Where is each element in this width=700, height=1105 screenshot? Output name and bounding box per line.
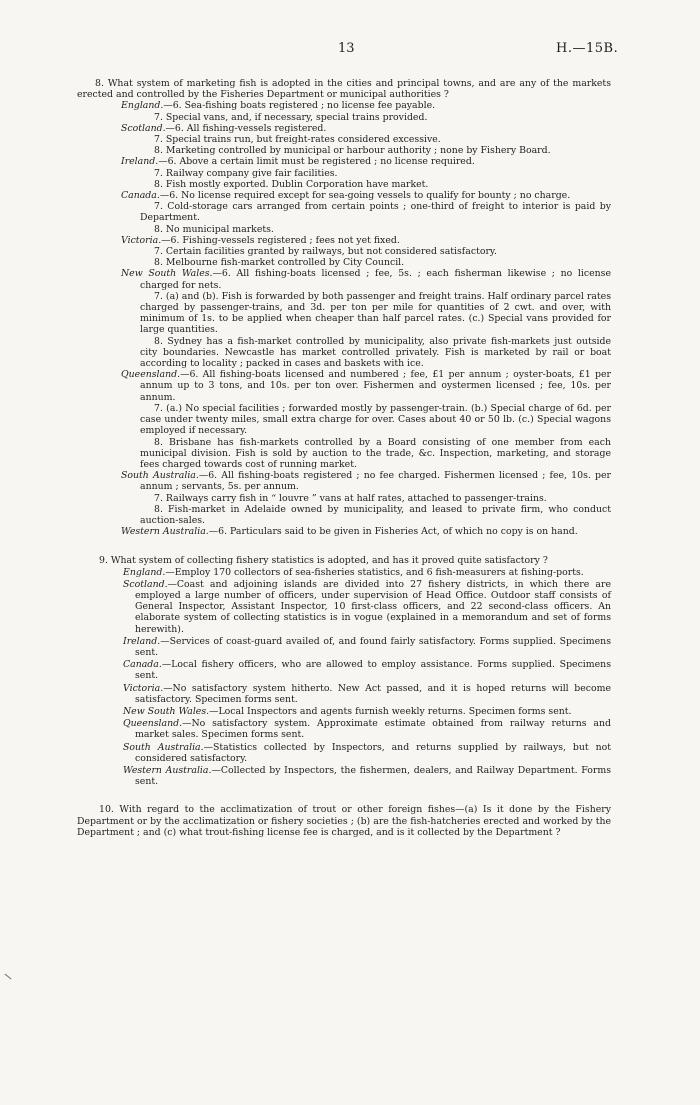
q8-victoria-7: 7. Certain facilities granted by railways, but not considered satisfactory.	[154, 246, 497, 258]
q8-queensland-8: 8. Brisbane has fish-markets controlled by a Board consisting of one member from each municipal division. Fish is sold by auction to the trade, &c. Inspection, marketing, and storage fees charged towards cost of running market.	[140, 436, 611, 470]
country-scotland: Scotland.	[121, 122, 166, 134]
country-queensland: Queensland.	[121, 369, 181, 381]
country-western-australia: Western Australia.	[121, 526, 209, 538]
q8-england-7: 7. Special vans, and, if necessary, special trains provided.	[154, 111, 428, 123]
q8-ireland-7: 7. Railway company give fair facilities.	[154, 167, 338, 179]
q8-nsw-8: 8. Sydney has a fish-market controlled by municipality, also private fish-markets just outside city boundaries. Newcastle has market controlled privately. Fish is marketed by rail or boat according to locality ; packed in cases and baskets with ice.	[140, 335, 611, 370]
q9-canada: Canada.—Local fishery officers, who are allowed to employ assistance. Forms supplied. Specimens sent.	[123, 659, 611, 682]
q9-scotland: Scotland.—Coast and adjoining islands are divided into 27 fishery districts, in which there are employed a large number of officers, under supervision of Head Office. Outdoor staff consists of General Inspector, Assistant Inspector, 10 first-class officers, and 22 second-class officers. An elaborate system of collecting statistics is in vogue (explained in a memorandum and set of forms herewith).	[123, 578, 611, 635]
question-9: 9. What system of collecting fishery statistics is adopted, and has it proved quite satisfactory ?	[99, 555, 548, 567]
document-reference: H.—15B.	[556, 41, 619, 56]
country-south-australia: South Australia.	[123, 741, 204, 753]
q8-victoria-8: 8. Melbourne fish-market controlled by City Council.	[154, 257, 405, 269]
q8-victoria-6: Victoria.—6. Fishing-vessels registered ; fees not yet fixed.	[121, 234, 400, 246]
country-england: England.	[121, 100, 164, 112]
country-western-australia: Western Australia.	[123, 764, 212, 776]
q8-nsw-7: 7. (a) and (b). Fish is forwarded by both passenger and freight trains. Half ordinary parcel rates charged by passenger-trains, and 3d. per ton per mile for quantities of 2 cwt. and over, with minimum of 1s. to be applied when cheaper than half parcel rates. (c.) Special vans provided for large quantities.	[140, 290, 611, 336]
q9-ireland: Ireland.—Services of coast-guard availed of, and found fairly satisfactory. Forms supplied. Specimens sent.	[123, 635, 611, 658]
margin-mark	[5, 974, 12, 980]
question-10: 10. With regard to the acclimatization of trout or other foreign fishes—(a) Is it done by the Fishery Department or by the acclimatization or fishery societies ; (b) are the fish-hatcheries erected and worked by the Department ; and (c) what trout-fishing license fee is charged, and is it collected by the Department ?	[77, 804, 611, 838]
country-nsw: New South Wales.	[121, 268, 213, 280]
q8-western-australia-6: Western Australia.—6. Particulars said to be given in Fisheries Act, of which no copy is on hand.	[121, 526, 578, 538]
country-queensland: Queensland.	[123, 718, 183, 730]
q8-canada-7: 7. Cold-storage cars arranged from certain points ; one-third of freight to interior is paid by Department.	[140, 201, 611, 224]
country-victoria: Victoria.	[123, 682, 164, 694]
question-8: 8. What system of marketing fish is adopted in the cities and principal towns, and are any of the markets erected and controlled by the Fisheries Department or municipal authorities ?	[77, 78, 611, 101]
page-number: 13	[338, 41, 355, 56]
q8-nsw-6: New South Wales.—6. All fishing-boats licensed ; fee, 5s. ; each fisherman likewise ; no license charged for nets.	[121, 268, 612, 291]
country-scotland: Scotland.	[123, 578, 168, 590]
country-ireland: Ireland.	[123, 635, 161, 647]
q8-south-australia-8: 8. Fish-market in Adelaide owned by municipality, and leased to private firm, who conduct auction-sales.	[140, 503, 611, 526]
country-victoria: Victoria.	[121, 234, 162, 246]
q8-scotland-8: 8. Marketing controlled by municipal or harbour authority ; none by Fishery Board.	[154, 145, 551, 157]
q8-ireland-8: 8. Fish mostly exported. Dublin Corporation have market.	[154, 178, 429, 190]
country-canada: Canada.	[123, 659, 162, 671]
q9-queensland: Queensland.—No satisfactory system. Approximate estimate obtained from railway returns and market sales. Specimen forms sent.	[123, 718, 611, 741]
q8-queensland-7: 7. (a.) No special facilities ; forwarded mostly by passenger-train. (b.) Special charge of 6d. per case under twenty miles, small extra charge for over. Cases about 40 or 50 lb. (c.) Special wagons employed if necessary.	[140, 402, 611, 437]
q8-canada-8: 8. No municipal markets.	[154, 223, 274, 235]
q8-scotland-6: Scotland.—6. All fishing-vessels registered.	[121, 122, 327, 134]
q8-south-australia-6: South Australia.—6. All fishing-boats registered ; no fee charged. Fishermen licensed ; fee, 10s. per annum ; servants, 5s. per annum.	[121, 470, 611, 493]
q9-victoria: Victoria.—No satisfactory system hitherto. New Act passed, and it is hoped returns will become satisfactory. Specimen forms sent.	[123, 682, 611, 705]
q8-england-6: England.—6. Sea-fishing boats registered ; no license fee payable.	[121, 100, 436, 112]
q9-nsw: New South Wales.—Local Inspectors and agents furnish weekly returns. Specimen forms sent.	[123, 705, 572, 717]
q8-south-australia-7: 7. Railways carry fish in “ louvre ” vans at half rates, attached to passenger-trains.	[154, 492, 547, 504]
q9-england: England.—Employ 170 collectors of sea-fisheries statistics, and 6 fish-measurers at fishing-ports.	[123, 566, 584, 578]
q8-ireland-6: Ireland.—6. Above a certain limit must be registered ; no license required.	[121, 156, 475, 168]
q9-south-australia: South Australia.—Statistics collected by Inspectors, and returns supplied by railways, but not considered satisfactory.	[123, 741, 611, 764]
q8-queensland-6: Queensland.—6. All fishing-boats licensed and numbered ; fee, £1 per annum ; oyster-boats, £1 per annum up to 3 tons, and 10s. per ton over. Fishermen and oystermen licensed ; fee, 10s. per annum.	[121, 369, 611, 403]
q9-western-australia: Western Australia.—Collected by Inspectors, the fishermen, dealers, and Railway Department. Forms sent.	[123, 764, 612, 788]
country-england: England.	[123, 566, 166, 578]
country-canada: Canada.	[121, 190, 160, 202]
country-ireland: Ireland.	[121, 156, 159, 168]
q8-canada-6: Canada.—6. No license required except for sea-going vessels to qualify for bounty ; no charge.	[121, 190, 571, 202]
country-south-australia: South Australia.	[121, 470, 199, 482]
page-body	[77, 78, 611, 838]
q8-scotland-7: 7. Special trains run, but freight-rates considered excessive.	[154, 134, 441, 146]
country-nsw: New South Wales.	[123, 705, 210, 717]
